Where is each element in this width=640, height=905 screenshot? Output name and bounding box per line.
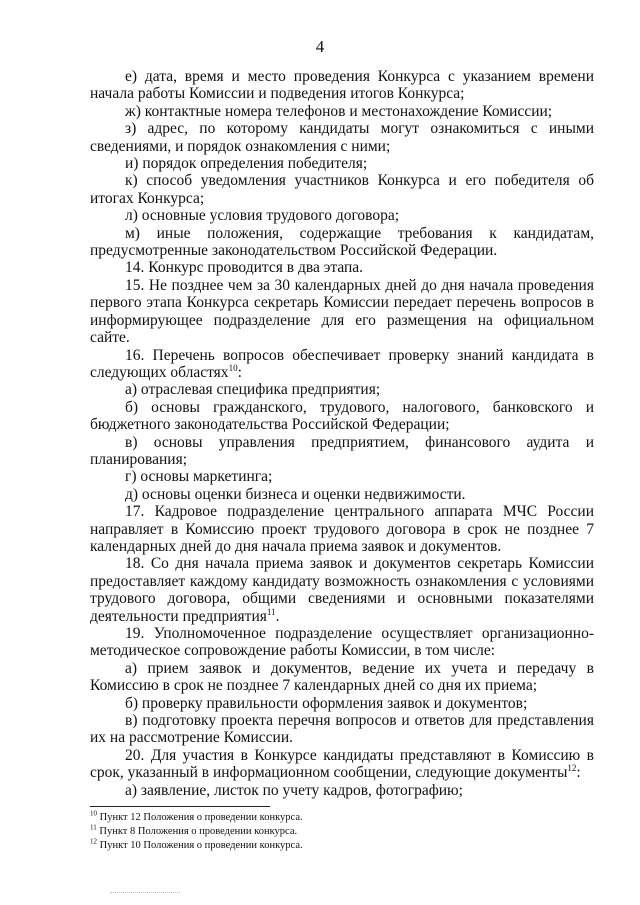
paragraph: б) проверку правильности оформления заявок и документов; bbox=[125, 694, 528, 712]
paragraph: 15. Не позднее чем за 30 календарных дней до дня начала проведения первого этапа Конкурса секретарь Комиссии передает перечень вопросов в информирующее подразделение для его размещения на официальном сайте. bbox=[90, 276, 594, 347]
paragraph: е) дата, время и место проведения Конкурса с указанием времени начала работы Комиссии и подведения итогов Конкурса; bbox=[90, 68, 594, 103]
footnote-ref: 10 bbox=[228, 362, 238, 373]
paragraph: 19. Уполномоченное подразделение осуществляет организационно-методическое сопровождение работы Комиссии, в том числе: bbox=[90, 625, 594, 660]
paragraph: 16. Перечень вопросов обеспечивает проверку знаний кандидата в следующих областях$^{10}$: bbox=[90, 346, 594, 381]
paragraph: б) основы гражданского, трудового, налогового, банковского и бюджетного законодательства Российской Федерации; bbox=[90, 398, 594, 434]
paragraph: в) основы управления предприятием, финансового аудита и планирования; bbox=[90, 433, 594, 468]
page-number: 4 bbox=[315, 37, 325, 56]
paragraph: м) иные положения, содержащие требования к кандидатам, предусмотренные законодательством Российской Федерации. bbox=[90, 224, 594, 260]
footnote: $^{11}$ Пункт 8 Положения о проведении конкурса. bbox=[90, 823, 298, 837]
footnote: $^{12}$ Пункт 10 Положения о проведении конкурса. bbox=[90, 837, 303, 851]
paragraph: з) адрес, по которому кандидаты могут ознакомиться с иными сведениями, и порядок ознакомления с ними; bbox=[90, 120, 594, 155]
scan-artifact bbox=[110, 892, 180, 893]
paragraph: и) порядок определения победителя; bbox=[125, 155, 368, 173]
paragraph: а) отраслевая специфика предприятия; bbox=[125, 381, 381, 399]
paragraph: 14. Конкурс проводится в два этапа. bbox=[125, 259, 364, 277]
paragraph: 18. Со дня начала приема заявок и документов секретарь Комиссии предоставляет каждому кандидату возможность ознакомления с условиями трудового договора, общими сведениями и основными показателями деятельности предприятия$^{11}$. bbox=[90, 555, 594, 625]
paragraph: а) прием заявок и документов, ведение их учета и передачу в Комиссию в срок не позднее 7 календарных дней со дня их приема; bbox=[90, 659, 594, 695]
footnote-ref: 12 bbox=[567, 763, 577, 774]
paragraph: ж) контактные номера телефонов и местонахождение Комиссии; bbox=[125, 102, 553, 120]
footnote-ref: 11 bbox=[266, 606, 276, 617]
paragraph: а) заявление, листок по учету кадров, фотографию; bbox=[125, 781, 463, 799]
paragraph: л) основные условия трудового договора; bbox=[125, 207, 400, 225]
footnote: $^{10}$ Пункт 12 Положения о проведении конкурса. bbox=[90, 809, 303, 823]
footnote-divider bbox=[90, 806, 270, 807]
footnotes bbox=[90, 811, 594, 853]
document-body bbox=[90, 68, 594, 799]
paragraph: г) основы маркетинга; bbox=[125, 468, 273, 486]
paragraph: 17. Кадровое подразделение центрального аппарата МЧС России направляет в Комиссию проект трудового договора в срок не позднее 7 календарных дней до дня начала приема заявок и документов. bbox=[90, 503, 594, 555]
paragraph: в) подготовку проекта перечня вопросов и ответов для представления их на рассмотрение Комиссии. bbox=[90, 712, 594, 747]
paragraph: к) способ уведомления участников Конкурса и его победителя об итогах Конкурса; bbox=[90, 172, 594, 207]
paragraph: 20. Для участия в Конкурсе кандидаты представляют в Комиссию в срок, указанный в информационном сообщении, следующие документы$^{12}$: bbox=[90, 746, 594, 782]
paragraph: д) основы оценки бизнеса и оценки недвижимости. bbox=[125, 485, 466, 503]
